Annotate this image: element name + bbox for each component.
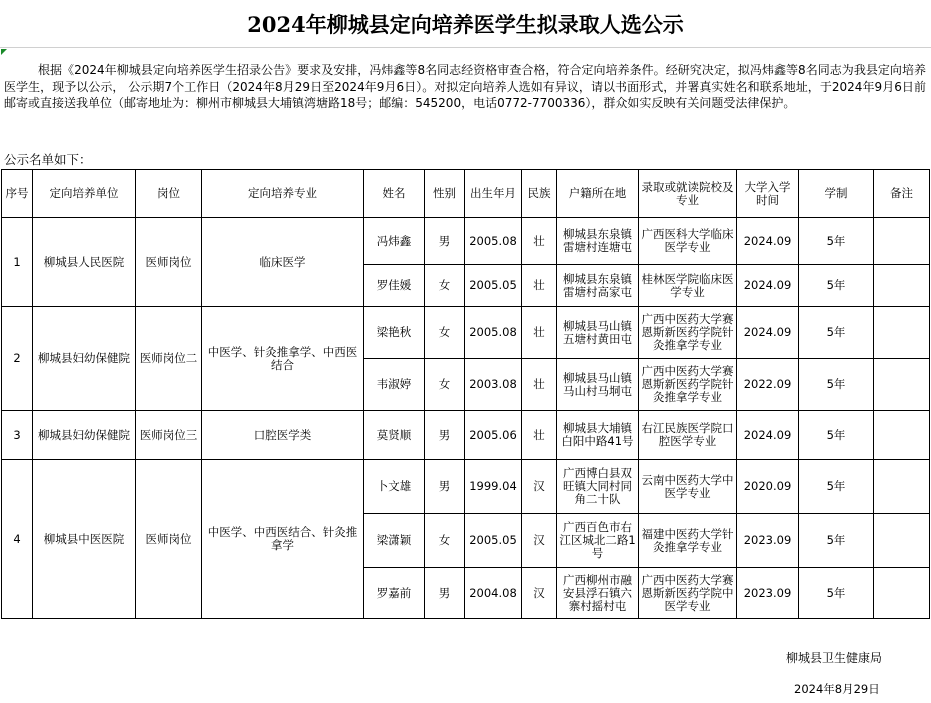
- cell-school[interactable]: 广西中医药大学赛恩斯新医药学院针灸推拿学专业: [639, 307, 737, 359]
- cell-name[interactable]: 冯炜鑫: [364, 218, 425, 265]
- cell-post[interactable]: 医师岗位: [136, 460, 202, 619]
- list-label[interactable]: 公示名单如下：: [4, 152, 92, 167]
- cell-unit[interactable]: 柳城县人民医院: [33, 218, 136, 307]
- header-unit[interactable]: 定向培养单位: [33, 170, 136, 218]
- cell-birth[interactable]: 2005.08: [465, 307, 522, 359]
- header-major[interactable]: 定向培养专业: [202, 170, 364, 218]
- cell-gender[interactable]: 男: [425, 568, 465, 619]
- cell-school[interactable]: 广西中医药大学赛恩斯新医药学院中医学专业: [639, 568, 737, 619]
- cell-school[interactable]: 福建中医药大学针灸推拿学专业: [639, 514, 737, 568]
- table-body: [2, 218, 930, 619]
- header-years[interactable]: 学制: [799, 170, 874, 218]
- cell-gender[interactable]: 女: [425, 359, 465, 411]
- cell-enroll[interactable]: 2024.09: [737, 218, 799, 265]
- page-title[interactable]: 2024年柳城县定向培养医学生拟录取人选公示: [0, 0, 931, 48]
- cell-birth[interactable]: 2004.08: [465, 568, 522, 619]
- cell-birth[interactable]: 2003.08: [465, 359, 522, 411]
- cell-years[interactable]: 5年: [799, 265, 874, 307]
- header-hometown[interactable]: 户籍所在地: [557, 170, 639, 218]
- header-birth[interactable]: 出生年月: [465, 170, 522, 218]
- cell-remark[interactable]: [874, 218, 930, 265]
- cell-hometown[interactable]: 柳城县马山镇马山村马垌屯: [557, 359, 639, 411]
- cell-years[interactable]: 5年: [799, 411, 874, 460]
- cell-major[interactable]: 中医学、中西医结合、针灸推拿学: [202, 460, 364, 619]
- cell-name[interactable]: 韦淑婷: [364, 359, 425, 411]
- cell-ethnicity[interactable]: 汉: [522, 568, 557, 619]
- cell-enroll[interactable]: 2022.09: [737, 359, 799, 411]
- cell-name[interactable]: 莫贤顺: [364, 411, 425, 460]
- cell-school[interactable]: 云南中医药大学中医学专业: [639, 460, 737, 514]
- cell-ethnicity[interactable]: 壮: [522, 307, 557, 359]
- cell-hometown[interactable]: 广西百色市右江区城北二路1号: [557, 514, 639, 568]
- issuing-organization[interactable]: 柳城县卫生健康局: [786, 651, 883, 665]
- cell-remark[interactable]: [874, 307, 930, 359]
- cell-seq[interactable]: 2: [2, 307, 33, 411]
- cell-major[interactable]: 中医学、针灸推拿学、中西医结合: [202, 307, 364, 411]
- cell-name[interactable]: 卜文雄: [364, 460, 425, 514]
- cell-hometown[interactable]: 柳城县东泉镇雷塘村连塘屯: [557, 218, 639, 265]
- table-header-row: [2, 170, 930, 218]
- cell-remark[interactable]: [874, 568, 930, 619]
- cell-remark[interactable]: [874, 411, 930, 460]
- cell-gender[interactable]: 女: [425, 265, 465, 307]
- cell-ethnicity[interactable]: 壮: [522, 359, 557, 411]
- cell-years[interactable]: 5年: [799, 460, 874, 514]
- cell-enroll[interactable]: 2024.09: [737, 307, 799, 359]
- candidate-table: [1, 169, 930, 619]
- cell-hometown[interactable]: 广西柳州市融安县浮石镇六寨村摇村屯: [557, 568, 639, 619]
- cell-birth[interactable]: 2005.08: [465, 218, 522, 265]
- cell-birth[interactable]: 2005.05: [465, 265, 522, 307]
- cell-comment-marker-icon: [1, 49, 7, 55]
- issue-date[interactable]: 2024年8月29日: [794, 682, 880, 696]
- header-post[interactable]: 岗位: [136, 170, 202, 218]
- cell-gender[interactable]: 男: [425, 218, 465, 265]
- cell-name[interactable]: 梁潇颖: [364, 514, 425, 568]
- cell-ethnicity[interactable]: 壮: [522, 265, 557, 307]
- header-remark[interactable]: 备注: [874, 170, 930, 218]
- cell-gender[interactable]: 女: [425, 307, 465, 359]
- table-row: [2, 307, 930, 359]
- cell-unit[interactable]: 柳城县妇幼保健院: [33, 411, 136, 460]
- cell-years[interactable]: 5年: [799, 218, 874, 265]
- header-ethnicity[interactable]: 民族: [522, 170, 557, 218]
- cell-hometown[interactable]: 柳城县大埔镇白阳中路41号: [557, 411, 639, 460]
- cell-gender[interactable]: 男: [425, 411, 465, 460]
- cell-school[interactable]: 右江民族医学院口腔医学专业: [639, 411, 737, 460]
- cell-name[interactable]: 梁艳秋: [364, 307, 425, 359]
- cell-years[interactable]: 5年: [799, 568, 874, 619]
- cell-school[interactable]: 广西中医药大学赛恩斯新医药学院针灸推拿学专业: [639, 359, 737, 411]
- cell-unit[interactable]: 柳城县妇幼保健院: [33, 307, 136, 411]
- cell-years[interactable]: 5年: [799, 514, 874, 568]
- cell-seq[interactable]: 4: [2, 460, 33, 619]
- cell-gender[interactable]: 男: [425, 460, 465, 514]
- cell-school[interactable]: 桂林医学院临床医学专业: [639, 265, 737, 307]
- cell-post[interactable]: 医师岗位二: [136, 307, 202, 411]
- cell-seq[interactable]: 3: [2, 411, 33, 460]
- cell-enroll[interactable]: 2023.09: [737, 514, 799, 568]
- cell-remark[interactable]: [874, 460, 930, 514]
- intro-paragraph[interactable]: 根据《2024年柳城县定向培养医学生招录公告》要求及安排，冯炜鑫等8名同志经资格审查合格，符合定向培养条件。经研究决定，拟冯炜鑫等8名同志为我县定向培养医学生，现予以公示， 公示期7个工作日（2024年8月29日至2024年9月6日）。对拟定向培养人选如有异议，请以书面形式，并署真实姓名和联系地址，于2024年9月6日前邮寄或直接送我单位（邮寄地址为：柳州市柳城县大埔镇湾塘路18号；邮编：545200，电话0772-7700336），群众如实反映有关问题受法律保护。: [4, 63, 926, 110]
- cell-ethnicity[interactable]: 壮: [522, 411, 557, 460]
- cell-ethnicity[interactable]: 壮: [522, 218, 557, 265]
- cell-post[interactable]: 医师岗位: [136, 218, 202, 307]
- table-row: [2, 411, 930, 460]
- cell-hometown[interactable]: 柳城县马山镇五塘村黄田屯: [557, 307, 639, 359]
- table-row: [2, 460, 930, 514]
- cell-birth[interactable]: 1999.04: [465, 460, 522, 514]
- header-seq[interactable]: 序号: [2, 170, 33, 218]
- cell-post[interactable]: 医师岗位三: [136, 411, 202, 460]
- cell-gender[interactable]: 女: [425, 514, 465, 568]
- cell-hometown[interactable]: 柳城县东泉镇雷塘村高家屯: [557, 265, 639, 307]
- cell-name[interactable]: 罗佳媛: [364, 265, 425, 307]
- header-gender[interactable]: 性别: [425, 170, 465, 218]
- cell-birth[interactable]: 2005.06: [465, 411, 522, 460]
- cell-ethnicity[interactable]: 汉: [522, 514, 557, 568]
- cell-ethnicity[interactable]: 汉: [522, 460, 557, 514]
- cell-birth[interactable]: 2005.05: [465, 514, 522, 568]
- cell-remark[interactable]: [874, 514, 930, 568]
- header-enroll[interactable]: 大学入学时间: [737, 170, 799, 218]
- cell-enroll[interactable]: 2020.09: [737, 460, 799, 514]
- cell-name[interactable]: 罗嘉前: [364, 568, 425, 619]
- cell-enroll[interactable]: 2023.09: [737, 568, 799, 619]
- cell-unit[interactable]: 柳城县中医医院: [33, 460, 136, 619]
- cell-years[interactable]: 5年: [799, 307, 874, 359]
- cell-major[interactable]: 口腔医学类: [202, 411, 364, 460]
- header-school[interactable]: 录取或就读院校及专业: [639, 170, 737, 218]
- cell-enroll[interactable]: 2024.09: [737, 411, 799, 460]
- cell-enroll[interactable]: 2024.09: [737, 265, 799, 307]
- table-row: [2, 218, 930, 265]
- cell-hometown[interactable]: 广西博白县双旺镇大同村同角二十队: [557, 460, 639, 514]
- cell-school[interactable]: 广西医科大学临床医学专业: [639, 218, 737, 265]
- cell-remark[interactable]: [874, 265, 930, 307]
- cell-major[interactable]: 临床医学: [202, 218, 364, 307]
- header-name[interactable]: 姓名: [364, 170, 425, 218]
- cell-years[interactable]: 5年: [799, 359, 874, 411]
- cell-seq[interactable]: 1: [2, 218, 33, 307]
- cell-remark[interactable]: [874, 359, 930, 411]
